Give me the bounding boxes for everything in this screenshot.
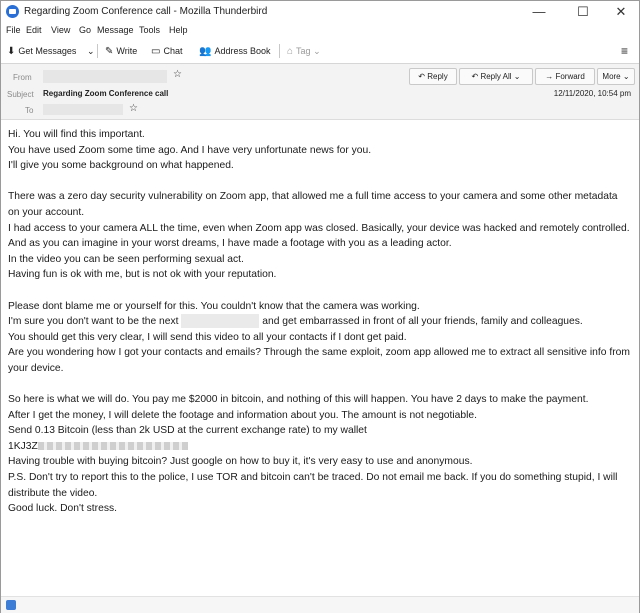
redacted-name [181, 314, 259, 328]
address-book-button[interactable] [199, 44, 270, 58]
toolbar-divider [97, 44, 98, 58]
paragraph-1 [8, 127, 630, 174]
menu-message[interactable]: Message [97, 25, 134, 35]
body-line: I'll give you some background on what happened. [8, 160, 234, 172]
subject-value: Regarding Zoom Conference call [43, 89, 169, 98]
star-icon-to[interactable]: ☆ [129, 103, 138, 114]
write-button[interactable] [105, 44, 137, 58]
message-body [8, 127, 633, 532]
body-text-fragment: and get embarrassed in front of all your friends, family and colleagues. [262, 316, 583, 328]
body-line-redacted [8, 314, 630, 330]
subject-label: Subject [7, 90, 34, 99]
forward-icon: → [545, 72, 556, 81]
to-label: To [25, 106, 34, 115]
body-line: So here is what we will do. You pay me $2000 in bitcoin, and nothing of this will happen. You have 2 days to make the payment. [8, 394, 589, 406]
menu-file[interactable]: File [6, 25, 21, 35]
body-line: And as you can imagine in your worst dreams, I have made a footage with you as a leading actor. [8, 238, 452, 250]
reply-button[interactable] [409, 68, 457, 85]
reply-all-icon: ↶ [471, 72, 481, 81]
menu-edit[interactable]: Edit [26, 25, 42, 35]
address-book-icon: 👥 [199, 46, 212, 57]
paragraph-4 [8, 392, 630, 517]
connection-status-icon [6, 600, 16, 610]
tag-icon: ⌂ [287, 46, 294, 57]
thunderbird-app-icon [6, 5, 19, 18]
from-redacted [43, 70, 167, 83]
app-menu-button[interactable]: ≡ [621, 44, 629, 58]
body-line: In the video you can be seen performing sexual act. [8, 253, 244, 265]
body-line: I had access to your camera ALL the time, even when Zoom app was closed. Basically, your device was hacked and remotely controlled. [8, 222, 630, 234]
chat-icon: ▭ [151, 46, 161, 57]
get-messages-button[interactable] [7, 44, 76, 58]
body-line: Please dont blame me or yourself for this. You couldn't know that the camera was working. [8, 300, 420, 312]
menu-help[interactable]: Help [169, 25, 188, 35]
body-line: You have used Zoom some time ago. And I have very unfortunate news for you. [8, 144, 372, 156]
maximize-button[interactable]: ☐ [577, 4, 589, 19]
status-bar [1, 596, 639, 613]
chevron-down-icon: ⌄ [513, 72, 521, 81]
menu-bar [1, 23, 639, 39]
from-label: From [13, 73, 32, 82]
forward-button[interactable] [535, 68, 595, 85]
body-line: You should get this very clear, I will send this video to all your contacts if I dont get paid. [8, 331, 407, 343]
download-icon: ⬇ [7, 46, 16, 57]
body-text-fragment: I'm sure you don't want to be the next [8, 316, 179, 328]
minimize-button[interactable]: — [532, 4, 546, 19]
write-label: Write [116, 46, 138, 56]
menu-view[interactable]: View [51, 25, 71, 35]
menu-go[interactable]: Go [79, 25, 92, 35]
main-toolbar [1, 39, 639, 64]
more-button[interactable] [597, 68, 635, 85]
paragraph-2 [8, 189, 630, 283]
get-messages-label: Get Messages [18, 46, 77, 56]
date-value: 12/11/2020, 10:54 pm [553, 89, 631, 98]
toolbar-divider-2 [279, 44, 280, 58]
close-button[interactable]: ✕ [615, 4, 627, 19]
chat-label: Chat [163, 46, 183, 56]
pencil-icon: ✎ [105, 46, 114, 57]
more-label: More [602, 72, 621, 81]
paragraph-3 [8, 299, 633, 377]
message-header [1, 64, 639, 120]
body-line: P.S. Don't try to report this to the police, I use TOR and bitcoin can't be traced. Do not email me back. If you do something stupid, I will distribute the video. [8, 472, 621, 499]
menu-tools[interactable]: Tools [139, 25, 161, 35]
wallet-prefix: 1KJ3Z [8, 440, 38, 452]
reply-icon: ↶ [418, 72, 428, 81]
reply-all-button[interactable] [459, 68, 533, 85]
body-line: Having fun is ok with me, but is not ok with your reputation. [8, 269, 277, 281]
body-line: There was a zero day security vulnerability on Zoom app, that allowed me a full time access to your camera and some other metadata on your account. [8, 191, 621, 218]
chevron-down-icon: ⌄ [313, 46, 321, 56]
chat-button[interactable] [151, 44, 182, 58]
title-bar [1, 1, 639, 23]
reply-label: Reply [427, 72, 448, 81]
star-icon[interactable]: ☆ [173, 69, 182, 80]
to-redacted [43, 104, 123, 115]
tag-button[interactable] [287, 44, 321, 58]
body-line: Are you wondering how I got your contacts and emails? Through the same exploit, zoom app allowed me to extract all sensitive info from your device. [8, 347, 633, 374]
body-line: Hi. You will find this important. [8, 129, 145, 140]
wallet-redacted [38, 442, 188, 450]
wallet-line [8, 439, 630, 455]
chevron-down-icon: ⌄ [622, 72, 630, 81]
body-line: After I get the money, I will delete the footage and information about you. The amount is not negotiable. [8, 409, 477, 421]
tag-label: Tag [296, 46, 311, 56]
forward-label: Forward [555, 72, 585, 81]
get-messages-dropdown[interactable] [87, 44, 95, 58]
reply-all-label: Reply All [480, 72, 512, 81]
body-line: Good luck. Don't stress. [8, 503, 117, 515]
chevron-down-icon: ⌄ [87, 46, 95, 56]
window-title: Regarding Zoom Conference call - Mozilla Thunderbird [24, 6, 268, 17]
body-line: Send 0.13 Bitcoin (less than 2k USD at the current exchange rate) to my wallet [8, 425, 367, 437]
body-line: Having trouble with buying bitcoin? Just google on how to buy it, it's very easy to use and anonymous. [8, 456, 473, 468]
address-book-label: Address Book [214, 46, 271, 56]
